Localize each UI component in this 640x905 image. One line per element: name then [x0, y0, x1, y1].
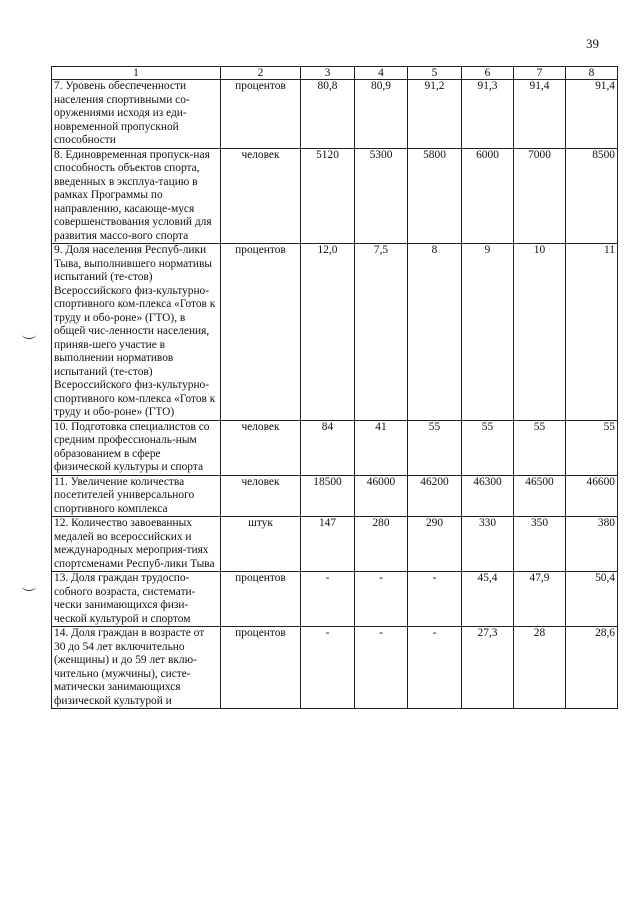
table-row [52, 80, 618, 149]
table-row [52, 572, 618, 627]
indicator-value: 46200 [408, 475, 462, 517]
indicator-value: 18500 [301, 475, 355, 517]
header-cell: 2 [221, 67, 301, 80]
indicator-value: 7,5 [355, 244, 408, 421]
header-cell: 5 [408, 67, 462, 80]
indicator-value: 84 [301, 420, 355, 475]
indicator-name: 8. Единовременная пропуск-ная способность объектов спорта, введенных в эксплуа-тацию в рамках Программы по направлению, касающе-муся совершенствования условий для развития массо-вого спорта [52, 148, 221, 244]
indicator-value: 55 [462, 420, 514, 475]
indicator-value: 8500 [566, 148, 618, 244]
indicator-value: 46300 [462, 475, 514, 517]
header-cell: 4 [355, 67, 408, 80]
indicator-unit: человек [221, 475, 301, 517]
table-row [52, 475, 618, 517]
indicator-value: 12,0 [301, 244, 355, 421]
indicator-unit: процентов [221, 627, 301, 709]
indicator-name: 9. Доля населения Респуб-лики Тыва, выполнившего нормативы испытаний (те-стов) Всероссийского физ-культурно-спортивного ком-плекса «Готов к труду и обо-роне» (ГТО), в общей чис-ленности населения, приняв-шего участие в выполнении нормативов испытаний (те-стов) Всероссийского физ-культурно-спортивного ком-плекса «Готов к труду и обо-роне» (ГТО) [52, 244, 221, 421]
indicator-value: 91,3 [462, 80, 514, 149]
header-cell: 8 [566, 67, 618, 80]
table-row [52, 420, 618, 475]
indicator-value: 6000 [462, 148, 514, 244]
indicators-table [51, 66, 618, 709]
indicator-value: 80,8 [301, 80, 355, 149]
indicator-unit: процентов [221, 244, 301, 421]
indicator-value: - [301, 627, 355, 709]
indicator-value: - [355, 572, 408, 627]
table-row [52, 627, 618, 709]
indicator-value: 9 [462, 244, 514, 421]
indicator-value: 91,4 [566, 80, 618, 149]
indicator-value: 280 [355, 517, 408, 572]
indicator-value: 8 [408, 244, 462, 421]
indicator-name: 7. Уровень обеспеченности населения спортивными со-оружениями исходя из еди-новременной пропускной способности [52, 80, 221, 149]
indicator-value: - [301, 572, 355, 627]
indicator-value: 46500 [514, 475, 566, 517]
indicator-value: - [408, 572, 462, 627]
indicator-name: 11. Увеличение количества посетителей универсального спортивного комплекса [52, 475, 221, 517]
indicator-value: 350 [514, 517, 566, 572]
indicator-value: 91,4 [514, 80, 566, 149]
indicator-value: 380 [566, 517, 618, 572]
indicator-name: 14. Доля граждан в возрасте от 30 до 54 лет включительно (женщины) и до 59 лет вклю-чительно (мужчины), систе-матически занимающихся физической культурой и [52, 627, 221, 709]
header-row [52, 67, 618, 80]
indicator-value: 45,4 [462, 572, 514, 627]
indicator-unit: человек [221, 148, 301, 244]
indicator-value: 7000 [514, 148, 566, 244]
indicator-value: 80,9 [355, 80, 408, 149]
indicator-unit: процентов [221, 80, 301, 149]
indicator-value: 47,9 [514, 572, 566, 627]
margin-mark [22, 330, 36, 339]
indicator-value: 290 [408, 517, 462, 572]
table-row [52, 517, 618, 572]
indicator-value: 91,2 [408, 80, 462, 149]
table-row [52, 148, 618, 244]
indicator-value: - [355, 627, 408, 709]
indicator-name: 10. Подготовка специалистов со средним профессиональ-ным образованием в сфере физической культуры и спорта [52, 420, 221, 475]
indicator-value: 5120 [301, 148, 355, 244]
indicator-value: 55 [566, 420, 618, 475]
indicator-value: 147 [301, 517, 355, 572]
indicator-value: 5300 [355, 148, 408, 244]
indicator-value: 10 [514, 244, 566, 421]
indicator-unit: процентов [221, 572, 301, 627]
indicator-value: 27,3 [462, 627, 514, 709]
indicator-value: 5800 [408, 148, 462, 244]
page-number: 39 [586, 36, 599, 51]
indicator-value: 46600 [566, 475, 618, 517]
indicator-value: 46000 [355, 475, 408, 517]
indicator-value: 41 [355, 420, 408, 475]
indicator-value: 50,4 [566, 572, 618, 627]
indicator-value: 11 [566, 244, 618, 421]
margin-mark [22, 582, 36, 591]
indicator-value: 55 [408, 420, 462, 475]
header-cell: 1 [52, 67, 221, 80]
indicator-unit: человек [221, 420, 301, 475]
header-cell: 7 [514, 67, 566, 80]
indicator-value: 28,6 [566, 627, 618, 709]
indicator-value: 28 [514, 627, 566, 709]
indicator-value: 55 [514, 420, 566, 475]
header-cell: 3 [301, 67, 355, 80]
header-cell: 6 [462, 67, 514, 80]
indicator-value: - [408, 627, 462, 709]
table-row [52, 244, 618, 421]
indicator-value: 330 [462, 517, 514, 572]
indicator-unit: штук [221, 517, 301, 572]
indicator-name: 13. Доля граждан трудоспо-собного возраста, системати-чески занимающихся физи-ческой культурой и спортом [52, 572, 221, 627]
indicator-name: 12. Количество завоеванных медалей во всероссийских и международных мероприя-тиях спортсменами Респуб-лики Тыва [52, 517, 221, 572]
